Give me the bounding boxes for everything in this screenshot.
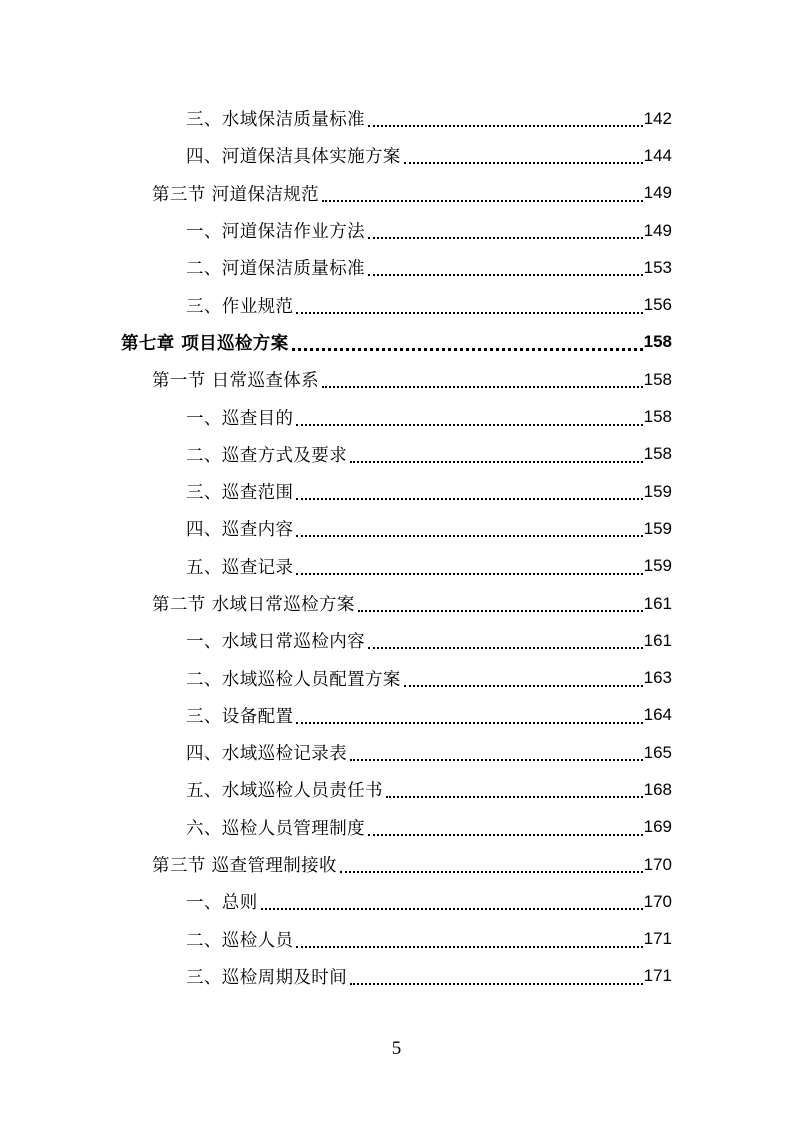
- toc-dot-leader: [322, 199, 643, 202]
- toc-entry-title: 三、巡查范围: [186, 483, 294, 504]
- toc-subsection-entry[interactable]: [0, 622, 793, 659]
- toc-dot-leader: [358, 609, 643, 612]
- toc-dot-leader: [350, 758, 643, 761]
- toc-entry-title: 二、水域巡检人员配置方案: [186, 669, 401, 690]
- toc-subsection-entry[interactable]: [0, 510, 793, 547]
- toc-entry-title: 第一节 日常巡查体系: [152, 371, 320, 392]
- toc-subsection-entry[interactable]: [0, 809, 793, 846]
- toc-subsection-entry[interactable]: [0, 883, 793, 920]
- toc-subsection-entry[interactable]: [0, 697, 793, 734]
- toc-entry-page-number: 142: [643, 108, 672, 128]
- toc-entry-page-number: 149: [643, 220, 672, 240]
- toc-entry-title: 六、巡检人员管理制度: [186, 818, 365, 839]
- toc-entry-title: 三、巡检周期及时间: [186, 967, 348, 988]
- toc-entry-title: 第七章 项目巡检方案: [121, 333, 289, 354]
- toc-entry-title: 第二节 水域日常巡检方案: [152, 595, 355, 615]
- toc-entry-title: 四、水域巡检记录表: [186, 744, 348, 765]
- toc-entry-page-number: 170: [643, 891, 672, 911]
- toc-dot-leader: [368, 124, 643, 127]
- toc-entry-title: 四、巡查内容: [186, 520, 294, 541]
- toc-entry-page-number: 144: [643, 145, 672, 165]
- toc-dot-leader: [350, 460, 643, 463]
- toc-entry-title: 五、巡查记录: [186, 557, 294, 578]
- toc-entry-page-number: 159: [643, 481, 672, 501]
- toc-entry-page-number: 169: [643, 817, 672, 837]
- toc-entry-title: 一、巡查目的: [186, 408, 294, 429]
- toc-subsection-entry[interactable]: [0, 921, 793, 958]
- toc-dot-leader: [292, 347, 643, 351]
- toc-entry-title: 三、作业规范: [186, 296, 294, 317]
- toc-entry-page-number: 168: [643, 779, 672, 799]
- toc-subsection-entry[interactable]: [0, 398, 793, 435]
- toc-dot-leader: [296, 945, 642, 948]
- toc-subsection-entry[interactable]: [0, 958, 793, 995]
- toc-dot-leader: [296, 311, 642, 314]
- toc-dot-leader: [296, 497, 642, 500]
- toc-dot-leader: [261, 907, 643, 910]
- toc-subsection-entry[interactable]: [0, 436, 793, 473]
- toc-section-entry[interactable]: [0, 585, 793, 622]
- table-of-contents: [0, 100, 793, 995]
- toc-entry-title: 二、巡检人员: [186, 930, 294, 951]
- toc-dot-leader: [368, 833, 643, 836]
- toc-dot-leader: [350, 982, 643, 985]
- toc-chapter-entry[interactable]: [0, 324, 793, 361]
- toc-entry-page-number: 171: [643, 929, 672, 949]
- toc-entry-title: 二、河道保洁质量标准: [186, 259, 365, 280]
- toc-subsection-entry[interactable]: [0, 771, 793, 808]
- toc-entry-page-number: 161: [643, 630, 672, 650]
- toc-entry-page-number: 159: [643, 556, 672, 576]
- toc-entry-page-number: 161: [643, 593, 672, 613]
- toc-entry-page-number: 163: [643, 668, 672, 688]
- toc-section-entry[interactable]: [0, 175, 793, 212]
- toc-dot-leader: [296, 534, 642, 537]
- toc-entry-title: 一、总则: [186, 893, 258, 914]
- toc-entry-page-number: 158: [643, 369, 672, 389]
- toc-subsection-entry[interactable]: [0, 137, 793, 174]
- toc-subsection-entry[interactable]: [0, 659, 793, 696]
- toc-entry-title: 三、设备配置: [186, 706, 294, 727]
- toc-subsection-entry[interactable]: [0, 212, 793, 249]
- toc-entry-page-number: 156: [643, 295, 672, 315]
- toc-subsection-entry[interactable]: [0, 100, 793, 137]
- toc-section-entry[interactable]: [0, 846, 793, 883]
- page-number: 5: [391, 1038, 402, 1059]
- toc-entry-page-number: 158: [643, 444, 672, 464]
- toc-entry-page-number: 159: [643, 518, 672, 538]
- toc-entry-title: 五、水域巡检人员责任书: [186, 781, 383, 802]
- toc-entry-page-number: 170: [643, 854, 672, 874]
- toc-entry-page-number: 158: [643, 407, 672, 427]
- toc-entry-title: 一、水域日常巡检内容: [186, 632, 365, 653]
- toc-dot-leader: [368, 273, 643, 276]
- toc-entry-page-number: 165: [643, 742, 672, 762]
- toc-entry-page-number: 153: [643, 257, 672, 277]
- toc-subsection-entry[interactable]: [0, 286, 793, 323]
- toc-subsection-entry[interactable]: [0, 548, 793, 585]
- toc-entry-title: 第三节 河道保洁规范: [152, 184, 320, 205]
- toc-entry-title: 三、水域保洁质量标准: [186, 110, 365, 131]
- toc-dot-leader: [340, 870, 643, 873]
- toc-subsection-entry[interactable]: [0, 249, 793, 286]
- toc-dot-leader: [322, 385, 643, 388]
- toc-entry-title: 第三节 巡查管理制接收: [152, 856, 337, 877]
- toc-entry-title: 四、河道保洁具体实施方案: [186, 147, 401, 168]
- toc-entry-title: 一、河道保洁作业方法: [186, 222, 365, 243]
- toc-dot-leader: [404, 161, 643, 164]
- toc-dot-leader: [296, 721, 642, 724]
- toc-dot-leader: [368, 646, 643, 649]
- toc-dot-leader: [404, 684, 643, 687]
- toc-entry-page-number: 164: [643, 705, 672, 725]
- toc-dot-leader: [368, 236, 643, 239]
- toc-entry-page-number: 171: [643, 966, 672, 986]
- toc-dot-leader: [296, 423, 642, 426]
- toc-dot-leader: [386, 795, 643, 798]
- toc-section-entry[interactable]: [0, 361, 793, 398]
- toc-dot-leader: [296, 572, 642, 575]
- toc-subsection-entry[interactable]: [0, 734, 793, 771]
- toc-subsection-entry[interactable]: [0, 473, 793, 510]
- toc-entry-title: 二、巡查方式及要求: [186, 445, 348, 466]
- toc-entry-page-number: 158: [643, 332, 672, 352]
- toc-entry-page-number: 149: [643, 183, 672, 203]
